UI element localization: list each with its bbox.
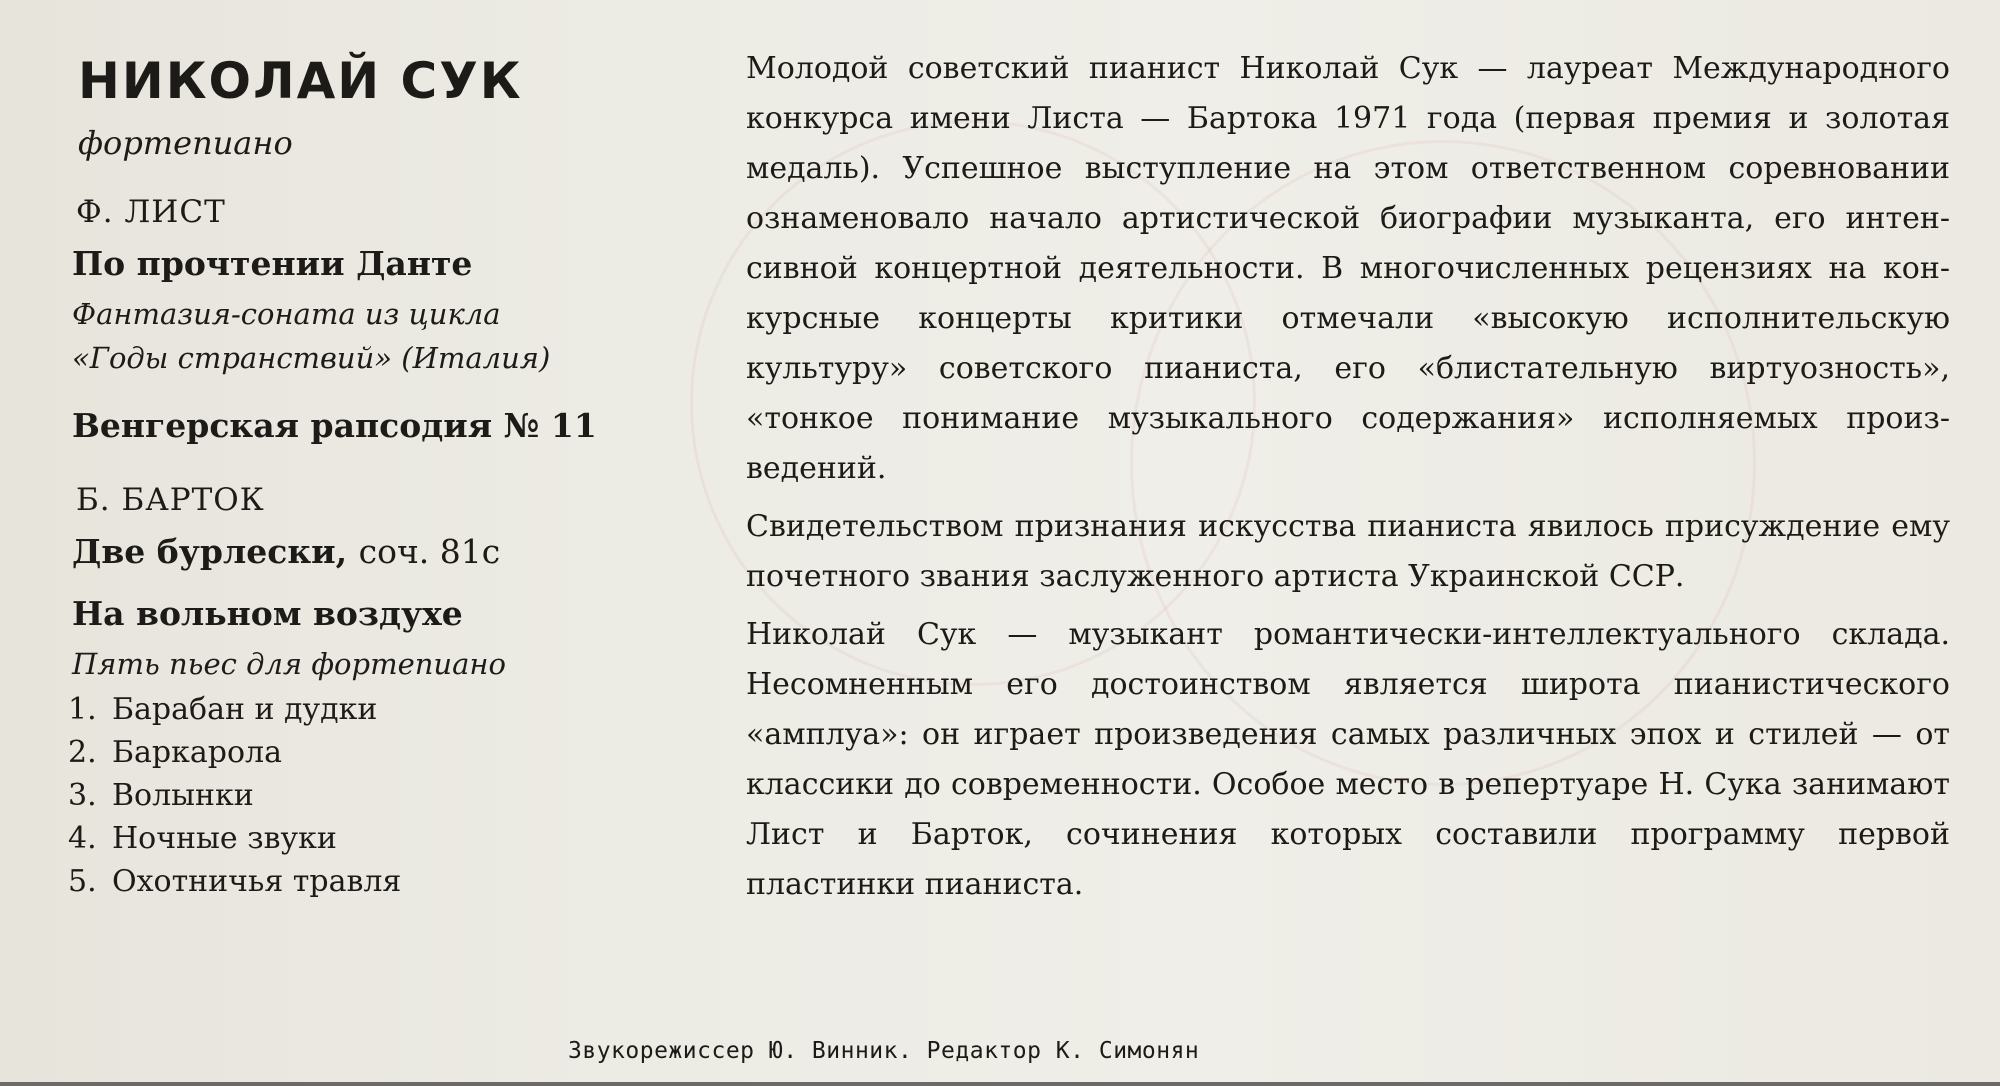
work-subtitle: Фантазия-соната из цикла [72,297,501,331]
piece-title: Волынки [112,778,254,813]
piece-title: Ночные звуки [112,821,337,856]
piece-number: 2. [68,735,97,770]
piece-title: Баркарола [112,735,282,770]
piece-title: Барабан и дудки [112,692,378,727]
piece-title: Охотничья травля [112,864,402,899]
work-title-text: Две бурлески, [72,532,348,571]
piece-number: 1. [68,692,97,727]
artist-name: НИКОЛАЙ СУК [78,52,523,110]
bio-paragraph: Свидетельством признания искусства пианиста явилось присуждение ему почетного звания заслуженного артиста Украинской ССР. [746,509,1950,594]
composer-bartok: Б. БАРТОК [76,482,265,518]
work-title: По прочтении Данте [72,244,473,283]
credits-line: Звукорежиссер Ю. Винник. Редактор К. Симонян [568,1038,1200,1064]
work-title: На вольном воздухе [72,594,463,633]
composer-liszt: Ф. ЛИСТ [76,194,226,230]
list-item [68,688,708,731]
work-opus: соч. 81с [358,532,501,571]
list-item [68,860,708,903]
piece-number: 5. [68,864,97,899]
work-title: Венгерская рапсодия № 11 [72,406,597,445]
list-item [68,774,708,817]
piece-number: 4. [68,821,97,856]
instrument: фортепиано [78,124,293,162]
program-column [68,46,708,903]
work-subtitle: «Годы странствий» (Италия) [72,341,551,375]
bio-paragraph: Николай Сук — музыкант романтически-интеллектуального склада. Несомненным его достоинством является широта пианистического «амплуа»: он играет произведения самых различных эпох и стилей — от классики до современности. Особое место в репертуаре Н. Сука занимают Лист и Барток, сочинения которых составили программу первой пластинки пианиста. [746,617,1950,902]
bio-paragraph: Молодой советский пианист Николай Сук — лауреат Международного конкурса имени Листа — Бартока 1971 года (первая премия и золотая медаль). Успешное выступление на этом ответственном соревновании ознаменовало начало артистической биографии музыканта, его интенсивной концертной деятельности. В многочисленных рецензиях на конкурсные концерты критики отмечали «высокую исполнительскую культуру» советского пианиста, его «блистательную виртуозность», «тонкое понимание музыкального содержания» исполняемых произведений. [746,51,1950,486]
list-item [68,817,708,860]
piece-number: 3. [68,778,97,813]
piece-list [68,688,708,903]
biography-column [746,44,1950,910]
bottom-edge [0,1082,2000,1086]
work-title [72,528,708,576]
work-subtitle: Пять пьес для фортепиано [72,647,506,681]
list-item [68,731,708,774]
